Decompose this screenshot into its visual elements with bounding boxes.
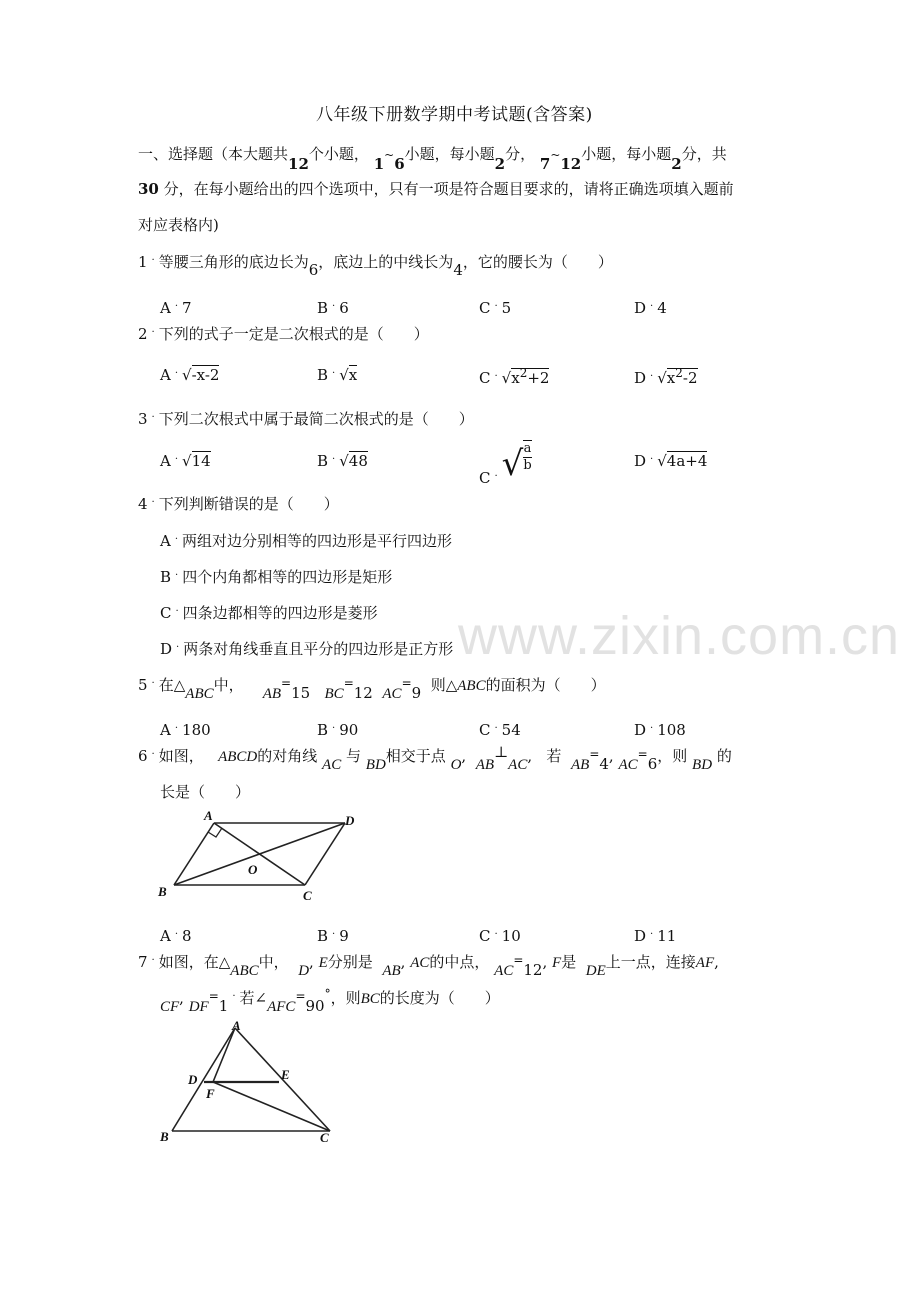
tilde: ~ xyxy=(550,148,561,162)
watermark: www.zixin.com.cn xyxy=(458,606,901,666)
question-number: 1 xyxy=(138,253,148,271)
option-c[interactable]: C $_.$ √ $\frac{a}{b}$ xyxy=(479,441,532,487)
option-value: 10 xyxy=(501,927,521,945)
option-letter: D xyxy=(634,721,647,739)
math-var: AC xyxy=(382,686,402,702)
value: 6 xyxy=(308,261,319,279)
question-3: 3 . 下列二次根式中属于最简二次根式的是（ ） xyxy=(138,409,474,428)
value: 6 xyxy=(647,755,658,773)
option-c[interactable]: C . $√x^2+2$ xyxy=(479,366,550,387)
exponent: 2 xyxy=(519,366,528,380)
option-letter: D xyxy=(634,369,647,387)
question-text: 在△ xyxy=(158,676,186,694)
label-b: B xyxy=(158,884,167,899)
math-var: AC xyxy=(322,757,342,773)
option-d[interactable]: D . √4a+4 xyxy=(634,451,708,470)
question-text: 的长度为（ ） xyxy=(379,989,500,1007)
dot: . xyxy=(151,252,155,263)
value: 12 xyxy=(353,684,373,702)
question-text: 下列的式子一定是二次根式的是（ ） xyxy=(158,325,429,343)
total-points: 30 xyxy=(138,180,159,198)
option-value: 6 xyxy=(339,299,349,317)
question-number: 3 xyxy=(138,410,148,428)
question-5: 5 . 在△ABC中， AB=15 BC=12 AC=9 则△ABC的面积为（ ） xyxy=(138,675,606,702)
section-text: 分，共 xyxy=(681,145,727,163)
option-a[interactable]: A . √14 xyxy=(160,451,211,470)
question-text: 相交于点 xyxy=(385,747,446,765)
edge-cd xyxy=(305,823,345,885)
option-value: 5 xyxy=(501,299,512,317)
value: 4 xyxy=(599,755,609,773)
math-var: AB xyxy=(475,757,495,773)
math-var: AC xyxy=(618,757,638,773)
option-value: 8 xyxy=(182,927,192,945)
question-text: 中， xyxy=(258,953,289,971)
option-b[interactable]: B . 90 xyxy=(317,720,359,739)
value: 1 xyxy=(218,997,229,1015)
question-text: 的面积为（ ） xyxy=(485,676,606,694)
option-value: 11 xyxy=(657,927,677,945)
section-text: 小题，每小题 xyxy=(404,145,495,163)
radical-sign: √ xyxy=(657,369,667,387)
option-letter: D xyxy=(634,927,647,945)
option-value: 9 xyxy=(339,927,349,945)
option-letter: C xyxy=(479,927,491,945)
question-text: 如图，在△ xyxy=(158,953,231,971)
option-c[interactable]: C . 10 xyxy=(479,926,521,945)
label-a: A xyxy=(204,808,213,823)
option-value: 四条边都相等的四边形是菱形 xyxy=(182,604,378,622)
math-var: BC xyxy=(360,991,380,1007)
math-var: DE xyxy=(585,963,606,979)
label-d: D xyxy=(345,813,355,828)
diagonal-bd xyxy=(174,823,345,885)
radicand: +2 xyxy=(527,369,550,387)
label-e: E xyxy=(281,1067,290,1082)
section-header xyxy=(138,143,727,173)
option-b[interactable]: B . 9 xyxy=(317,926,349,945)
question-6-line2: 长是（ ） xyxy=(160,783,251,801)
question-count: 12 xyxy=(288,155,309,173)
option-c[interactable]: C . 5 xyxy=(479,298,512,317)
math-var: BD xyxy=(692,757,713,773)
radicand: 14 xyxy=(191,452,211,470)
question-text: 中， xyxy=(213,676,244,694)
parallelogram-figure xyxy=(150,808,370,903)
section-text: 一、选择题（本大题共 xyxy=(138,145,289,163)
question-text: 的 xyxy=(716,747,732,765)
option-letter: A xyxy=(160,299,171,317)
triangle-figure xyxy=(150,1018,350,1148)
question-text: 若∠ xyxy=(239,989,268,1007)
question-number: 7 xyxy=(138,953,148,971)
math-var: AF xyxy=(695,955,715,971)
option-letter: B xyxy=(317,299,329,317)
math-var: ABCD xyxy=(218,749,258,765)
option-letter: A xyxy=(160,721,171,739)
label-o: O xyxy=(248,862,258,877)
option-letter: B xyxy=(317,927,329,945)
radicand: x xyxy=(511,369,520,387)
radical-sign: √ xyxy=(339,366,349,384)
page-title: 八年级下册数学期中考试题(含答案) xyxy=(316,105,593,125)
question-text: ，则 xyxy=(330,989,361,1007)
section-line3: 对应表格内) xyxy=(138,216,219,234)
option-value: 180 xyxy=(182,721,211,739)
question-text: ，则 xyxy=(657,747,688,765)
edge-ab xyxy=(172,1028,235,1131)
option-letter: C xyxy=(160,604,172,622)
question-number: 6 xyxy=(138,747,148,765)
math-var: DF xyxy=(188,999,209,1015)
math-var: CF xyxy=(160,999,180,1015)
option-a[interactable]: A . 两组对边分别相等的四边形是平行四边形 xyxy=(160,531,453,550)
option-letter: B xyxy=(317,452,329,470)
option-c[interactable]: C . 54 xyxy=(479,720,521,739)
math-var: AB xyxy=(382,963,401,979)
option-d[interactable]: D . 108 xyxy=(634,720,686,739)
question-text: 下列判断错误的是（ ） xyxy=(158,495,339,513)
math-var: BC xyxy=(324,686,344,702)
option-letter: A xyxy=(160,532,171,550)
math-var: F xyxy=(552,955,562,971)
math-var: ABC xyxy=(185,686,214,702)
radical-sign: √ xyxy=(657,452,667,470)
option-value: 两组对边分别相等的四边形是平行四边形 xyxy=(182,532,453,550)
label-a: A xyxy=(232,1018,241,1033)
range-start: 7 xyxy=(539,155,551,173)
option-letter: C xyxy=(479,721,491,739)
range-end: 12 xyxy=(560,155,582,173)
option-b[interactable]: B . √x xyxy=(317,365,358,384)
option-d[interactable]: D . $√x^2-2$ xyxy=(634,366,698,387)
question-text: ，底边上的中线长为 xyxy=(318,253,454,271)
option-letter: C xyxy=(479,469,491,487)
question-number: 2 xyxy=(138,325,148,343)
option-value: 90 xyxy=(339,721,359,739)
option-value: 54 xyxy=(501,721,521,739)
segment-cf xyxy=(213,1082,330,1131)
option-letter: A xyxy=(160,366,171,384)
math-var: D xyxy=(298,963,310,979)
math-var: AFC xyxy=(267,999,296,1015)
radicand: 48 xyxy=(348,452,368,470)
segment-af xyxy=(213,1028,235,1082)
value: 9 xyxy=(411,684,422,702)
radical-sign: √ xyxy=(182,366,192,384)
question-2: 2 . 下列的式子一定是二次根式的是（ ） xyxy=(138,324,429,343)
option-letter: B xyxy=(160,568,172,586)
label-c: C xyxy=(303,888,312,903)
exponent: 2 xyxy=(675,366,683,380)
range-start: 1 xyxy=(373,155,385,173)
option-letter: D xyxy=(634,452,647,470)
option-b[interactable]: B . 6 xyxy=(317,298,349,317)
value: 4 xyxy=(453,261,463,279)
math-var: BD xyxy=(365,757,386,773)
question-1 xyxy=(138,251,613,279)
option-d[interactable]: D . 两条对角线垂直且平分的四边形是正方形 xyxy=(160,639,454,658)
option-a[interactable]: A . 180 xyxy=(160,720,211,739)
option-value: 四个内角都相等的四边形是矩形 xyxy=(182,568,393,586)
math-var: AB xyxy=(570,757,590,773)
radical-sign: √ xyxy=(501,369,512,387)
label-c: C xyxy=(320,1130,329,1145)
numerator: a xyxy=(523,441,532,456)
question-text: 与 xyxy=(345,747,361,765)
radicand: 4a+4 xyxy=(666,452,708,470)
question-text: 分别是 xyxy=(327,953,373,971)
question-4: 4 . 下列判断错误的是（ ） xyxy=(138,494,339,513)
question-number: 4 xyxy=(138,495,148,513)
option-c[interactable]: C . 四条边都相等的四边形是菱形 xyxy=(160,603,378,622)
question-text: 是 xyxy=(561,953,577,971)
value: 15 xyxy=(291,684,311,702)
tilde: ~ xyxy=(384,148,395,162)
label-d: D xyxy=(188,1072,198,1087)
question-text: 的中点， xyxy=(429,953,490,971)
radicand: -2 xyxy=(682,369,698,387)
section-text: 分， xyxy=(505,145,536,163)
math-var: AC xyxy=(410,955,430,971)
value: 12 xyxy=(523,961,543,979)
question-text: ，它的腰长为（ ） xyxy=(462,253,613,271)
question-text: 若 xyxy=(546,747,562,765)
question-number: 5 xyxy=(138,676,148,694)
option-b[interactable]: B . 四个内角都相等的四边形是矩形 xyxy=(160,567,393,586)
radical-sign: √ xyxy=(339,452,349,470)
option-letter: D xyxy=(634,299,647,317)
radicand: -x-2 xyxy=(191,366,220,384)
range-end: 6 xyxy=(394,155,405,173)
question-text: 上一点，连接 xyxy=(605,953,696,971)
perp-symbol: ⊥ xyxy=(494,743,509,761)
question-text: 则△ xyxy=(430,676,458,694)
radical-sign: √ xyxy=(182,452,192,470)
section-text: 小题，每小题 xyxy=(581,145,672,163)
option-a[interactable]: A . 8 xyxy=(160,926,192,945)
value: 90 xyxy=(305,997,325,1015)
question-text: 如图， xyxy=(158,747,204,765)
option-a[interactable]: A . 7 xyxy=(160,298,192,317)
option-letter: C xyxy=(479,299,491,317)
math-var: AC xyxy=(494,963,514,979)
option-a[interactable]: A . √-x-2 xyxy=(160,365,220,384)
option-b[interactable]: B . √48 xyxy=(317,451,368,470)
option-d[interactable]: D . 11 xyxy=(634,926,677,945)
points: 2 xyxy=(671,155,682,173)
math-var: O xyxy=(450,757,462,773)
radical-sign: √ xyxy=(501,444,524,484)
option-value: 7 xyxy=(182,299,192,317)
question-6: 6 . 如图， ABCD的对角线 AC 与 BD相交于点 O, AB⊥AC, 若 AB=4, AC=6，则 BD 的 xyxy=(138,743,732,773)
math-var: E xyxy=(318,955,328,971)
option-letter: A xyxy=(160,927,171,945)
option-value: 两条对角线垂直且平分的四边形是正方形 xyxy=(183,640,454,658)
question-text: 的对角线 xyxy=(257,747,318,765)
option-value: 4 xyxy=(657,299,667,317)
degree-symbol: ° xyxy=(324,987,331,1001)
points: 2 xyxy=(494,155,506,173)
option-letter: A xyxy=(160,452,171,470)
option-letter: D xyxy=(160,640,173,658)
question-7: 7 . 如图，在△ABC中， D, E分别是 AB, AC的中点， AC=12, F是 DE上一点，连接AF, xyxy=(138,952,719,979)
option-d[interactable]: D . 4 xyxy=(634,298,667,317)
option-letter: B xyxy=(317,366,329,384)
radicand: x xyxy=(666,369,676,387)
radicand: x xyxy=(348,366,358,384)
section-line2 xyxy=(138,178,734,199)
math-var: ABC xyxy=(230,963,259,979)
option-letter: B xyxy=(317,721,329,739)
question-text: 下列二次根式中属于最简二次根式的是（ ） xyxy=(158,410,474,428)
section-text: 个小题， xyxy=(308,145,369,163)
question-7-line2: CF, DF=1. 若∠AFC=90°，则BC的长度为（ ） xyxy=(160,987,500,1015)
option-value: 108 xyxy=(657,721,686,739)
math-var: AB xyxy=(262,686,282,702)
label-b: B xyxy=(160,1129,169,1144)
label-f: F xyxy=(206,1086,215,1101)
math-var: AC xyxy=(508,757,528,773)
denominator: b xyxy=(523,458,532,473)
math-var: ABC xyxy=(457,678,486,694)
section-text: 分，在每小题给出的四个选项中，只有一项是符合题目要求的，请将正确选项填入题前 xyxy=(163,180,734,198)
option-letter: C xyxy=(479,369,491,387)
question-text: 等腰三角形的底边长为 xyxy=(158,253,309,271)
